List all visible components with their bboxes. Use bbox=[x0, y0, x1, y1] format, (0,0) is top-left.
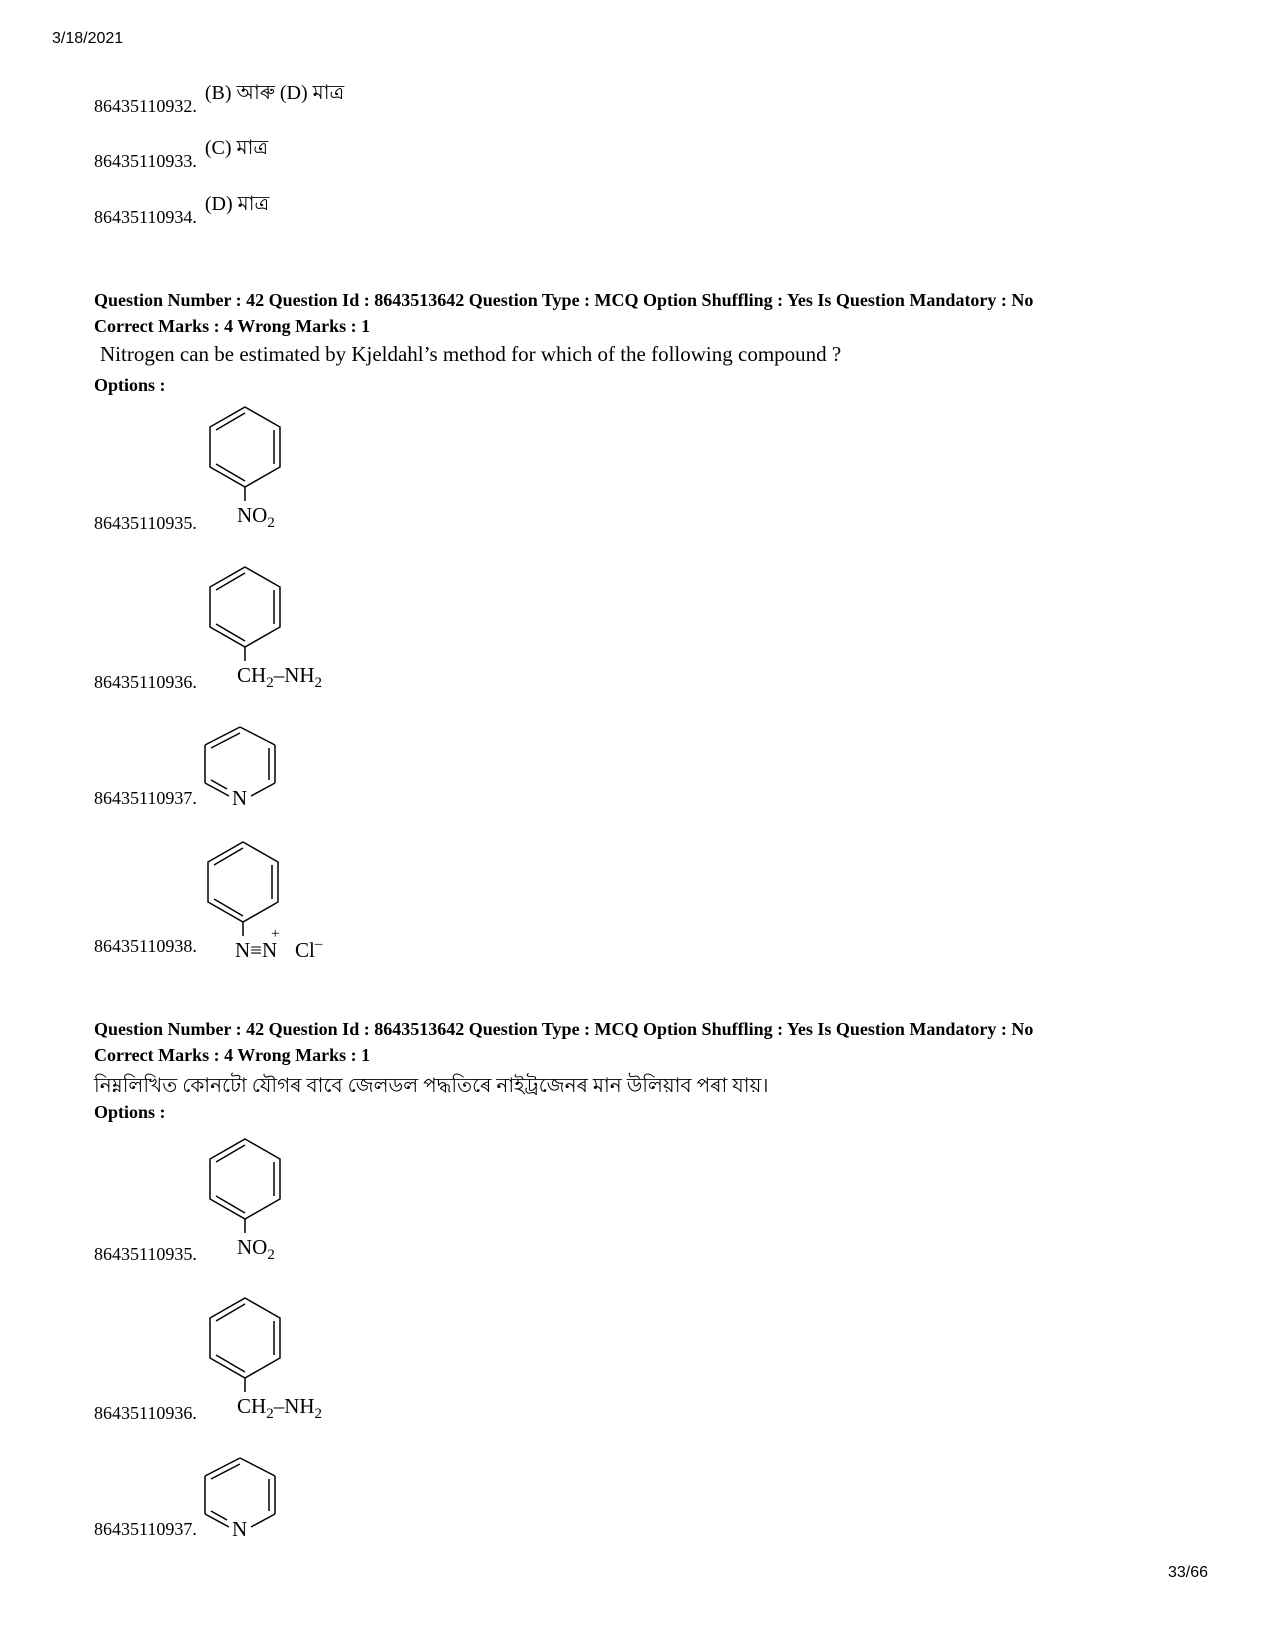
option-id: 86435110935. bbox=[94, 513, 197, 533]
svg-text:N: N bbox=[232, 786, 248, 810]
question-meta-line1: Question Number : 42 Question Id : 8643513642 Question Type : MCQ Option Shuffling : Yes Is Question Mandatory : No bbox=[94, 290, 1034, 310]
structure-benzylamine bbox=[200, 565, 360, 695]
page-date: 3/18/2021 bbox=[52, 30, 124, 47]
svg-text:CH2–NH2: $CH_2-NH_2$ bbox=[237, 663, 323, 691]
svg-text:+: + bbox=[271, 926, 280, 942]
option-row bbox=[94, 84, 344, 117]
structure-pyridine bbox=[202, 1456, 302, 1541]
option-id: 86435110935. bbox=[94, 1244, 197, 1264]
question-meta bbox=[94, 1016, 1033, 1068]
structure-nitrobenzene bbox=[200, 405, 320, 535]
svg-text:N≡N: N≡N bbox=[235, 938, 278, 962]
svg-text:CH2–NH2: $CH_2-NH_2$ bbox=[237, 1394, 323, 1422]
option-id: 86435110933. bbox=[94, 151, 197, 171]
options-label: Options : bbox=[94, 1102, 166, 1122]
option-row bbox=[94, 139, 268, 172]
option-text: (B) আৰু (D) মাত্ৰ bbox=[204, 82, 345, 104]
structure-pyridine bbox=[202, 725, 302, 810]
question-text: নিম্নলিখিত কোনটো যৌগৰ বাবে জেলডল পদ্ধতিৰে নাইট্ৰজেনৰ মান উলিয়াব পৰা যায়। bbox=[94, 1075, 769, 1097]
question-meta bbox=[94, 287, 1033, 339]
option-id: 86435110937. bbox=[94, 1519, 197, 1539]
question-text: Nitrogen can be estimated by Kjeldahl’s method for which of the following compound ? bbox=[100, 342, 842, 366]
option-id: 86435110938. bbox=[94, 936, 197, 956]
structure-benzylamine bbox=[200, 1296, 360, 1426]
option-id: 86435110936. bbox=[94, 1403, 197, 1423]
option-id: 86435110936. bbox=[94, 672, 197, 692]
option-text: (D) মাত্ৰ bbox=[204, 193, 270, 215]
option-id: 86435110937. bbox=[94, 788, 197, 808]
structure-benzenediazonium-chloride bbox=[198, 840, 348, 960]
svg-text:NO2: $NO_2$ bbox=[237, 503, 275, 531]
page-number: 33/66 bbox=[1168, 1564, 1209, 1581]
option-id: 86435110932. bbox=[94, 96, 197, 116]
question-meta-line1: Question Number : 42 Question Id : 8643513642 Question Type : MCQ Option Shuffling : Yes Is Question Mandatory : No bbox=[94, 1019, 1034, 1039]
svg-text:NO2: $NO_2$ bbox=[237, 1235, 275, 1263]
question-meta-line2: Correct Marks : 4 Wrong Marks : 1 bbox=[94, 1045, 371, 1065]
option-id: 86435110934. bbox=[94, 207, 197, 227]
svg-text:N: N bbox=[232, 1517, 248, 1541]
option-text: (C) মাত্ৰ bbox=[204, 137, 269, 159]
question-meta-line2: Correct Marks : 4 Wrong Marks : 1 bbox=[94, 316, 371, 336]
options-label: Options : bbox=[94, 375, 166, 395]
option-row bbox=[94, 195, 269, 228]
svg-text:Cl–: Cl– bbox=[295, 936, 323, 962]
structure-nitrobenzene bbox=[200, 1137, 320, 1267]
